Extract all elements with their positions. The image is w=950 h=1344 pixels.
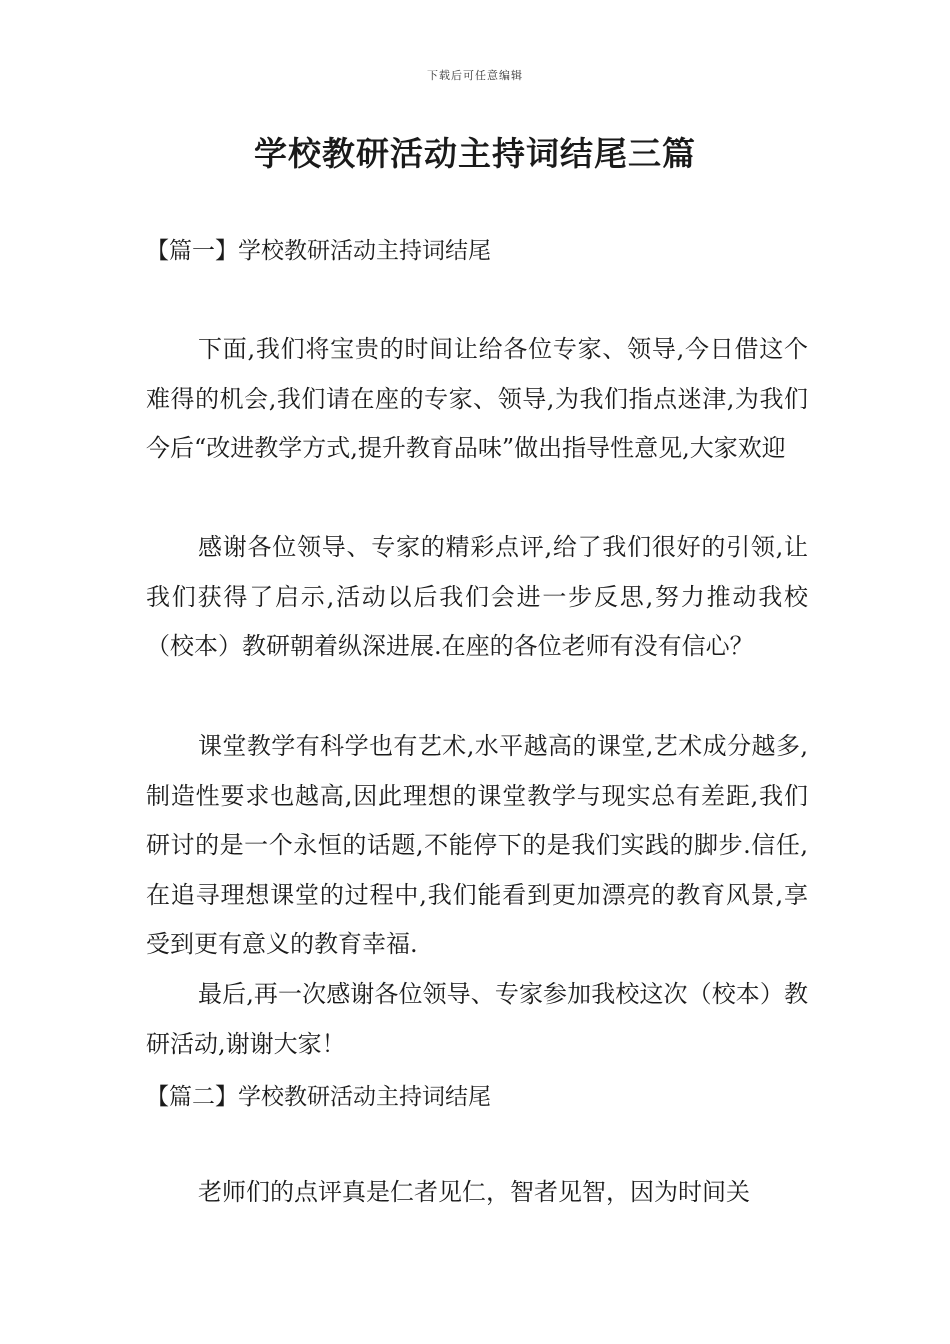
- paragraph: 老师们的点评真是仁者见仁，智者见智，因为时间关: [198, 1178, 750, 1206]
- paragraph: 课堂教学有科学也有艺术,水平越高的课堂,艺术成分越多,制造性要求也越高,因此理想的课堂教学与现实总有差距,我们研讨的是一个永恒的话题,不能停下的是我们实践的脚步.信任,在追寻理想课堂的过程中,我们能看到更加漂亮的教育风景,享受到更有意义的教育幸福.: [146, 732, 808, 958]
- paragraph: 下面,我们将宝贵的时间让给各位专家、领导,今日借这个难得的机会,我们请在座的专家、领导,为我们指点迷津,为我们今后“改进教学方式,提升教育品味”做出指导性意见,大家欢迎: [146, 335, 808, 462]
- section-heading-1: 【篇一】学校教研活动主持词结尾: [146, 238, 491, 264]
- document-title: 学校教研活动主持词结尾三篇: [254, 134, 696, 173]
- paragraph: 最后,再一次感谢各位领导、专家参加我校这次（校本）教研活动,谢谢大家！: [146, 980, 808, 1058]
- section-heading-2: 【篇二】学校教研活动主持词结尾: [146, 1084, 491, 1110]
- paragraph: 感谢各位领导、专家的精彩点评,给了我们很好的引领,让我们获得了启示,活动以后我们会进一步反思,努力推动我校（校本）教研朝着纵深进展.在座的各位老师有没有信心？: [146, 533, 808, 660]
- header-note: 下载后可任意编辑: [427, 69, 523, 82]
